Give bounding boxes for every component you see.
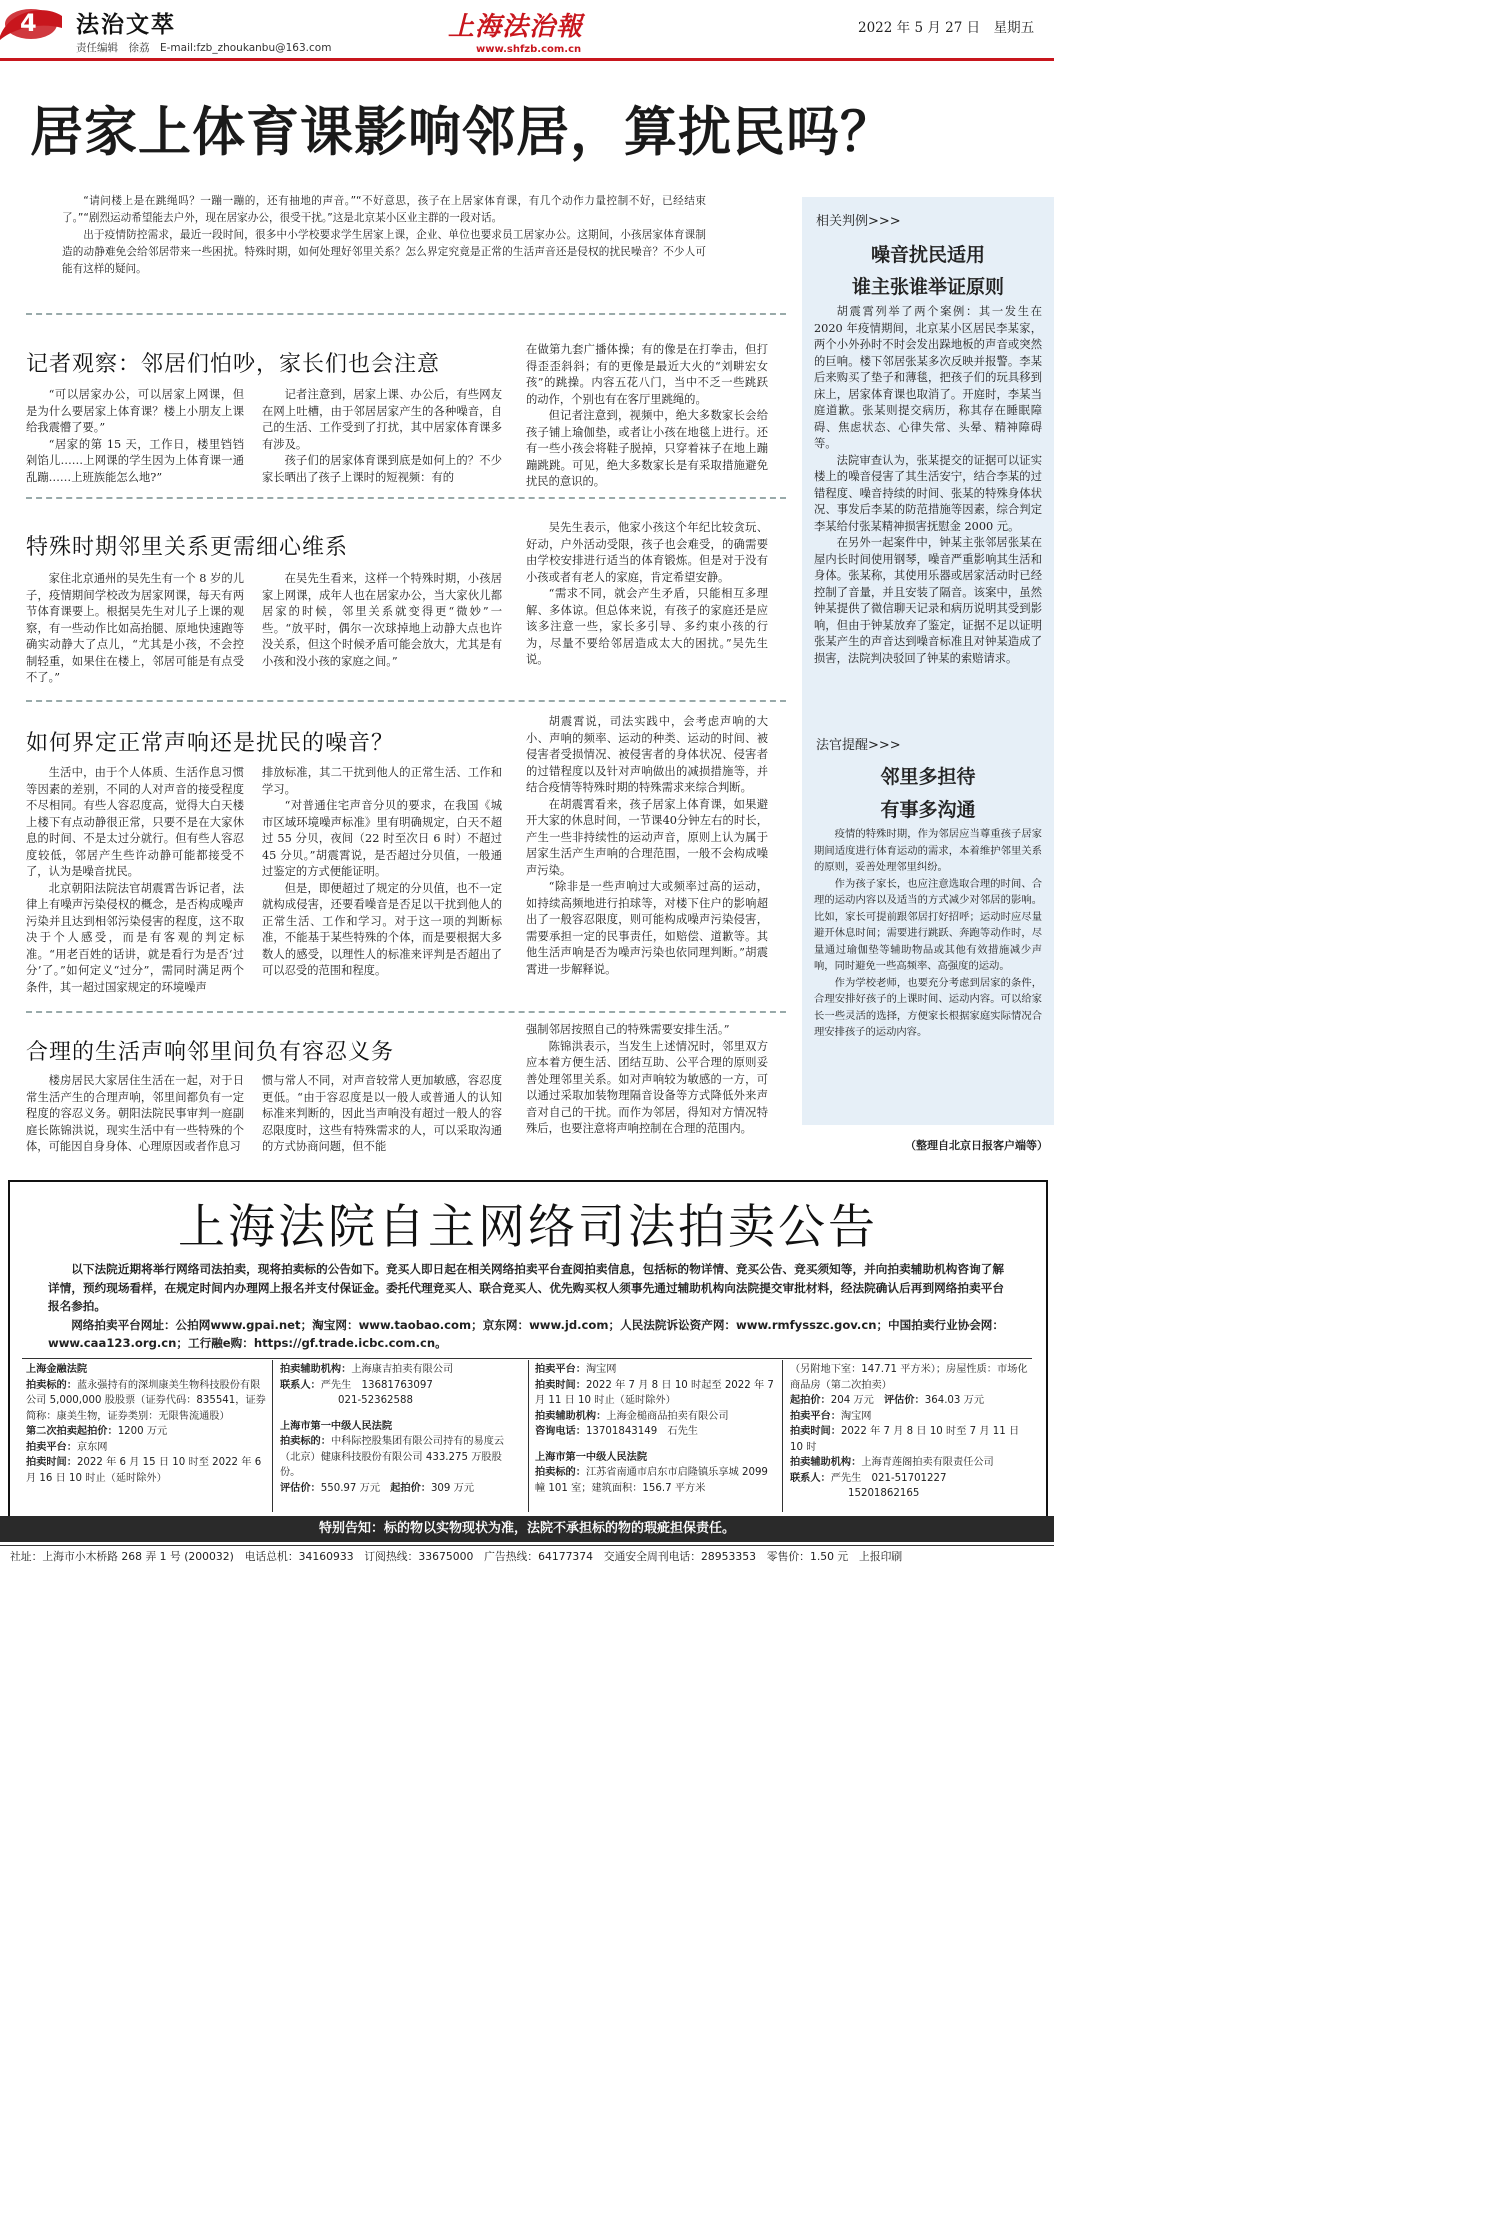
start-price: 309 万元 [430,1482,475,1494]
article-column [26,571,244,685]
website: www.shfzb.com.cn [476,44,582,55]
field-label: 拍卖平台： [790,1410,841,1422]
ad-column-2 [280,1362,522,1512]
section-title: 如何界定正常声响还是扰民的噪音？ [26,731,395,756]
ad-platforms: 网络拍卖平台网址：公拍网www.gpai.net；淘宝网：www.taobao.com；京东网：www.jd.com；人民法院诉讼资产网：www.rmfysszc.gov.cn；中国拍卖行业协会网：www.caa123.org.cn；工行融e购：https://gf.trade.icbc.com.cn。 [48,1317,1004,1350]
field-label: 拍卖辅助机构： [280,1364,352,1375]
paragraph: 但记者注意到，视频中，绝大多数家长会给孩子铺上瑜伽垫，或者让小孩在地毯上进行。还有一些小孩会将鞋子脱掉，只穿着袜子在地上蹦蹦跳跳。可见，绝大多数家长是有采取措施避免扰民的意识的。 [526,409,768,488]
lead-paragraph: 出于疫情防控需求，最近一段时间，很多中小学校要求学生居家上课，企业、单位也要求员工居家办公。这期间，小孩居家体育课制造的动静难免会给邻居带来一些困扰。特殊时期，如何处理好邻里关系？怎么界定究竟是正常的生活声音还是侵权的扰民噪音？不少人可能有这样的疑问。 [62,229,706,275]
sidebar-label: 法官提醒>>> [816,738,901,753]
field-label: 起拍价： [790,1395,831,1406]
field-label: 拍卖标的： [535,1467,586,1478]
court-name: 上海市第一中级人民法院 [280,1420,393,1432]
paragraph: 法院审查认为，张某提交的证据可以证实楼上的噪音侵害了其生活安宁，结合李某的过错程度、噪音持续的时间、张某的特殊身体状况、事发后李某的防范措施等因素，综合判定李某给付张某精神损害抚慰金 2000 元。 [814,453,1042,533]
divider [26,497,786,499]
paragraph: 楼房居民大家居住生活在一起，对于日常生活产生的合理声响，邻里间都负有一定程度的容忍义务。朝阳法院民事审判一庭副庭长陈锦洪说，现实生活中有一些特殊的个体，可能因自身身体、心理原因或者作息习 [26,1074,244,1153]
paragraph: 作为孩子家长，也应注意选取合理的时间、合理的运动内容以及适当的方式减少对邻居的影响。比如，家长可提前跟邻居打好招呼；运动时应尽量避开休息时间；需要进行跳跃、奔跑等动作时，尽量通过瑜伽垫等辅助物品或其他有效措施减少声响，同时避免一些高频率、高强度的运动。 [814,877,1042,972]
field-label: 拍卖平台： [26,1441,77,1453]
paragraph: “需求不同，就会产生矛盾，只能相互多理解、多体谅。但总体来说，有孩子的家庭还是应该多注意一些，家长多引导、多约束小孩的行为，尽量不要给邻居造成太大的困扰。”吴先生说。 [526,587,768,666]
auction-time: 2022 年 6 月 15 日 10 时至 2022 年 6 月 16 日 10 时止（延时除外） [26,1457,262,1484]
property-note: （另附地下室：147.71 平方米）；房屋性质：市场化商品房（第二次拍卖） [790,1364,1028,1391]
auction-agent: 上海青莲阁拍卖有限责任公司 [861,1457,994,1468]
article-column [262,765,502,995]
headline: 居家上体育课影响邻居，算扰民吗？ [30,102,894,163]
paragraph: 胡震霄说，司法实践中，会考虑声响的大小、声响的频率、运动的种类、运动的时间、被侵害者受损情况、被侵害者的身体状况、侵害者的过错程度以及针对声响做出的减损措施等，并结合疫情等特殊时期的特殊需求来综合判断。 [526,715,768,794]
field-label: 拍卖平台： [535,1364,586,1375]
article-column [526,520,768,686]
section-title: 记者观察：邻居们怕吵，家长们也会注意 [26,352,441,377]
ad-title: 上海法院自主网络司法拍卖公告 [178,1200,878,1255]
paragraph: 家住北京通州的吴先生有一个 8 岁的儿子，疫情期间学校改为居家网课，每天有两节体育课要上。根据吴先生对儿子上课的观察，有一些动作比如高抬腿、原地快速跑等确实动静大了点儿，“尤其是小孩，不会控制轻重，如果住在楼上，邻居可能是有点受不了。” [26,572,244,684]
paragraph: 强制邻居按照自己的特殊需要安排生活。” [526,1023,730,1036]
field-label: 拍卖时间： [535,1379,586,1391]
contact: 严先生 021-51701227 [830,1472,947,1484]
paragraph: 排放标准，其二干扰到他人的正常生活、工作和学习。 [262,766,502,796]
auction-agent: 上海金槌商品拍卖有限公司 [606,1410,729,1422]
article-column [262,1073,502,1157]
field-label: 拍卖辅助机构： [790,1457,862,1468]
paragraph: 在另外一起案件中，钟某主张邻居张某在屋内长时间使用钢琴，噪音严重影响其生活和身体。张某称，其使用乐器或居家活动时已经控制了音量，并且安装了隔音。该案中，虽然钟某提供了微信聊天记录和病历说明其受到影响，但由于钟某放弃了鉴定，证据不足以证明张某产生的声音达到噪音标准且对钟某造成了损害，法院判决驳回了钟某的索赔请求。 [814,536,1042,665]
source-note: （整理自北京日报客户端等） [905,1139,1048,1152]
paper-logo: 上海法治報 [448,12,584,42]
divider [26,313,786,315]
eval-price: 550.97 万元 [320,1482,381,1494]
field-label: 联系人： [280,1379,321,1391]
sidebar-label: 相关判例>>> [816,214,901,229]
paragraph: 在胡震霄看来，孩子居家上体育课，如果避开大家的休息时间，一节课40分钟左右的时长，产生一些非持续性的运动声音，原则上认为属于居家生活产生声响的合理范围，一般不会构成噪声污染。 [526,797,768,877]
platform: 淘宝网 [585,1364,617,1375]
article-column [526,342,768,488]
ad-column-1 [26,1362,266,1512]
ad-col-rule [528,1360,529,1512]
editor-line: 责任编辑 徐荔 E-mail:fzb_zhoukanbu@163.com [76,42,332,54]
eval-price: 364.03 万元 [924,1395,985,1406]
paragraph: 胡震霄列举了两个案例：其一发生在 2020 年疫情期间，北京某小区居民李某家，两个小外孙时不时会发出跺地板的声音或突然的巨响。楼下邻居张某多次反映并报警。李某后来购买了垫子和薄毯，把孩子们的玩具移到床上，居家体育课也取消了。开庭时，李某当庭道歉。张某则提交病历，称其存在睡眠障碍、焦虑状态、心律失常、头晕、精神障碍等。 [814,305,1042,450]
section-title: 合理的生活声响邻里间负有容忍义务 [26,1040,395,1065]
field-label: 评估价： [280,1482,321,1494]
field-label: 咨询电话： [535,1426,586,1437]
paragraph: “可以居家办公，可以居家上网课，但是为什么要居家上体育课？楼上小朋友上课给我震懵了要。” [26,388,244,434]
auction-time: 2022 年 7 月 8 日 10 时起至 2022 年 7 月 11 日 10 时止（延时除外） [535,1379,774,1406]
paragraph: 陈锦洪表示，当发生上述情况时，邻里双方应本着方便生活、团结互助、公平合理的原则妥善处理邻里关系。如对声响较为敏感的一方，可以通过采取加装物理隔音设备等方式降低外来声音对自己的干扰。而作为邻居，得知对方情况特殊后，也要注意将声响控制在合理的范围内。 [526,1039,768,1135]
field-label: 评估价： [884,1395,925,1406]
sidebar-title: 邻里多担待 [880,766,976,788]
court-name: 上海市第一中级人民法院 [535,1451,648,1463]
article-column [26,765,244,995]
paragraph: 作为学校老师，也要充分考虑到居家的条件，合理安排好孩子的上课时间、运动内容。可以给家长一些灵活的选择，方便家长根据家庭实际情况合理安排孩子的运动内容。 [814,976,1042,1038]
contact: 13701843149 石先生 [585,1426,698,1437]
sidebar-title: 谁主张谁举证原则 [851,276,1004,298]
field-label: 起拍价： [390,1482,431,1494]
section-name: 法治文萃 [76,12,176,38]
field-label: 拍卖时间： [790,1426,841,1437]
start-price: 1200 万元 [117,1426,168,1437]
paragraph: 在做第九套广播体操；有的像是在打拳击，但打得歪歪斜斜；有的更像是最近大火的“刘畊宏女孩”的跳操。内容五花八门，当中不乏一些跳跃的动作，个别也有在客厅里跳绳的。 [526,343,768,406]
paragraph: 惯与常人不同，对声音较常人更加敏感，容忍度更低。“由于容忍度是以一般人或普通人的认知标准来判断的，因此当声响没有超过一般人的容忍限度时，这些有特殊需求的人，可以采取沟通的方式协商问题，但不能 [262,1074,502,1153]
paragraph: 但是，即便超过了规定的分贝值，也不一定就构成侵害，还要看噪音是否足以干扰到他人的正常生活、工作和学习。对于这一项的判断标准，不能基于某些特殊的个体，而是要根据大多数人的感受，以理性人的标准来评判是否超出了可以忍受的范围和程度。 [262,881,502,977]
platform: 京东网 [76,1441,108,1453]
contact-phone: 15201862165 [848,1488,920,1499]
article-column [526,1022,768,1158]
paragraph: 生活中，由于个人体质、生活作息习惯等因素的差别，不同的人对声音的接受程度不尽相同。有些人容忍度高，觉得大白天楼上楼下有点动静很正常，只要不是在大家休息的时间、不是太过分就行。但有些人容忍度较低，邻居产生些许动静可能都接受不了，认为是噪音扰民。 [26,766,244,878]
field-label: 拍卖时间： [26,1457,77,1468]
divider [26,1011,786,1013]
article-column [526,714,768,996]
footer-rule [0,1545,1054,1546]
ad-intro [48,1260,1004,1353]
field-label: 第二次拍卖起拍价： [26,1426,118,1437]
contact: 严先生 13681763097 [320,1379,433,1391]
field-label: 拍卖辅助机构： [535,1410,607,1422]
auction-item: 江苏省南通市启东市启隆镇乐享城 2099 幢 101 室；建筑面积：156.7 平方米 [535,1467,768,1494]
article-column [26,387,244,487]
sidebar-reminders [814,826,1042,1116]
court-name: 上海金融法院 [26,1364,88,1375]
special-notice: 特别告知：标的物以实物现状为准，法院不承担标的物的瑕疵担保责任。 [0,1516,1054,1542]
contact-phone: 021-52362588 [338,1395,413,1406]
paragraph: “对普通住宅声音分贝的要求，在我国《城市区域环境噪声标准》里有明确规定，白天不超过 55 分贝，夜间（22 时至次日 6 时）不超过 45 分贝。”胡震霄说，是否超过分贝值，一般通过鉴定的方式便能证明。 [262,799,502,878]
sidebar-title: 噪音扰民适用 [870,244,985,266]
ad-column-3 [535,1362,777,1512]
divider [26,700,786,702]
article-column [26,1073,244,1157]
masthead-rule [0,58,1054,61]
auction-item: 蓝永强持有的深圳康美生物科技股份有限公司 5,000,000 股股票（证券代码：835541，证券简称：康美生物，证券类别：无限售流通股） [26,1379,266,1422]
ad-intro-text: 以下法院近期将举行网络司法拍卖，现将拍卖标的公告如下。竞买人即日起在相关网络拍卖平台查阅拍卖信息，包括标的物详情、竞买公告、竞买须知等，并向拍卖辅助机构咨询了解详情，预约现场看样，在规定时间内办理网上报名并支付保证金。委托代理竞买人、联合竞买人、优先购买权人须事先通过辅助机构向法院提交审批材料，经法院确认后再到网络拍卖平台报名参拍。 [48,1262,1004,1313]
paragraph: “居家的第 15 天，工作日，楼里铛铛剁馅儿……上网课的学生因为上体育课一通乱蹦……上班族能怎么地?” [26,437,244,484]
paragraph: 在吴先生看来，这样一个特殊时期，小孩居家上网课，成年人也在居家办公，当大家伙儿都居家的时候，邻里关系就变得更“微妙”一些。“放平时，偶尔一次球掉地上动静大点也许没关系，但这个时候矛盾可能会放大，尤其是有小孩和没小孩的家庭之间。” [262,572,502,668]
issue-date: 2022 年 5 月 27 日 星期五 [858,20,1035,36]
page-number: 4 [20,9,37,37]
footer: 社址：上海市小木桥路 268 弄 1 号 (200032) 电话总机：34160933 订阅热线：33675000 广告热线：64177374 交通安全周刊电话：28953353 零售价：1.50 元 上报印刷 [10,1550,903,1563]
lead-paragraph: “请问楼上是在跳绳吗？一蹦一蹦的，还有抽地的声音。”“不好意思，孩子在上居家体育课，有几个动作力量控制不好，已经结束了。”“剧烈运动希望能去户外，现在居家办公，很受干扰。”这是北京某小区业主群的一段对话。 [62,195,706,224]
field-label: 联系人： [790,1472,831,1484]
field-label: 拍卖标的： [280,1436,331,1447]
lead [62,193,706,278]
ad-table-top-rule [22,1358,1032,1359]
sidebar-title: 有事多沟通 [880,799,976,821]
field-label: 拍卖标的： [26,1379,77,1391]
auction-item: 中科际控股集团有限公司持有的易度云（北京）健康科技股份有限公司 433.275 万股股份。 [280,1436,505,1478]
paragraph: 吴先生表示，他家小孩这个年纪比较贪玩、好动，户外活动受限，孩子也会难受，的确需要由学校安排进行适当的体育锻炼。但是对于没有小孩或者有老人的家庭，肯定希望安静。 [526,521,768,584]
ad-col-rule [782,1360,783,1512]
start-price: 204 万元 [830,1395,874,1406]
platform: 淘宝网 [840,1410,872,1422]
paragraph: 北京朝阳法院法官胡震霄告诉记者，法律上有噪声污染侵权的概念，是否构成噪声污染并且达到相邻污染侵害的程度，这不取决于个人感受，而是有客观的判定标准。“用老百姓的话讲，就是看行为是否‘过分’了。”如何定义“过分”，需同时满足两个条件，其一超过国家规定的环境噪声 [26,881,244,994]
article-column [262,571,502,685]
paragraph: 记者注意到，居家上课、办公后，有些网友在网上吐槽，由于邻居居家产生的各种噪音，自己的生活、工作受到了打扰，其中居家体育课多有涉及。 [262,388,502,451]
auction-agent: 上海康吉拍卖有限公司 [351,1364,454,1375]
paragraph: 疫情的特殊时期，作为邻居应当尊重孩子居家期间适度进行体育运动的需求，本着维护邻里关系的原则，妥善处理邻里纠纷。 [814,828,1042,873]
ad-col-rule [272,1360,273,1512]
page-number-badge [0,6,62,42]
sidebar-cases [814,304,1042,730]
ad-column-4 [790,1362,1034,1512]
paragraph: “除非是一些声响过大或频率过高的运动，如持续高频地进行拍球等，对楼下住户的影响超出了一般容忍限度，则可能构成噪声污染侵害，需要承担一定的民事责任，如赔偿、道歉等。其他生活声响是否为噪声污染也依同理判断。”胡震霄进一步解释说。 [526,880,768,976]
paragraph: 孩子们的居家体育课到底是如何上的？不少家长晒出了孩子上课时的短视频：有的 [262,454,502,484]
section-title: 特殊时期邻里关系更需细心维系 [26,535,349,560]
auction-time: 2022 年 7 月 8 日 10 时至 7 月 11 日 10 时 [790,1426,1020,1453]
article-column [262,387,502,487]
